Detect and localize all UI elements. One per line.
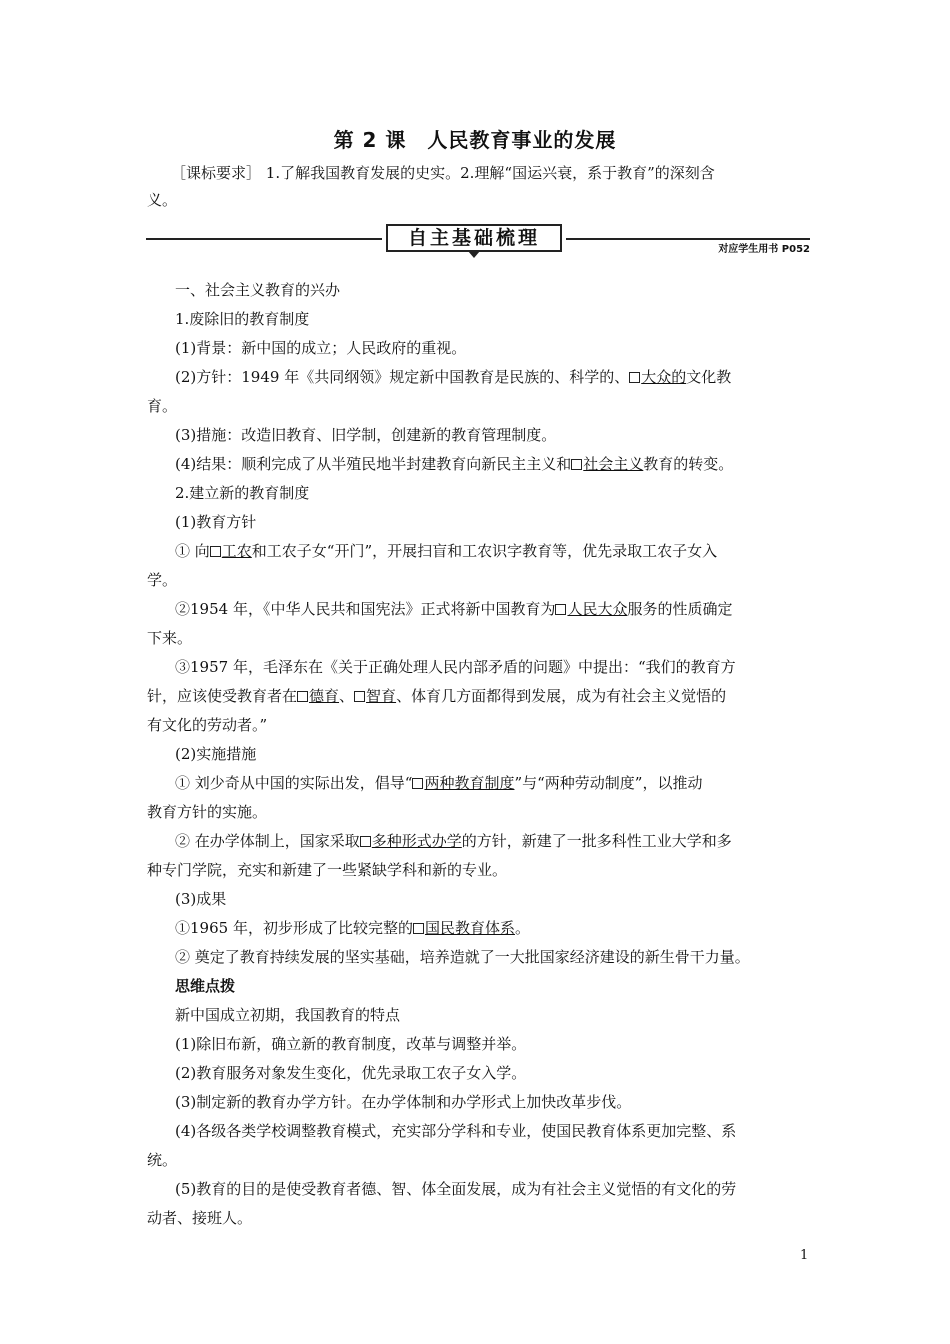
banner-label: 自主基础梳理 [386, 224, 562, 252]
paragraph-continued: 动者、接班人。 [147, 1209, 253, 1227]
think-tip-heading: 思维点拨 [175, 977, 236, 995]
requirements-line-2: 义。 [147, 191, 178, 209]
paragraph: (3)措施：改造旧教育、旧学制，创建新的教育管理制度。 [175, 426, 557, 444]
paragraph: (5)教育的目的是使受教育者德、智、体全面发展，成为有社会主义觉悟的有文化的劳 [175, 1180, 737, 1198]
paragraph: ② 奠定了教育持续发展的坚实基础，培养造就了一大批国家经济建设的新生骨干力量。 [175, 948, 750, 966]
checkbox-square-icon [571, 459, 582, 470]
checkbox-square-icon [412, 778, 423, 789]
fill-blank: 社会主义 [571, 455, 643, 473]
paragraph-continued: 种专门学院，充实和新建了一些紧缺学科和新的专业。 [147, 861, 508, 879]
fill-blank: 国民教育体系 [413, 919, 515, 937]
paragraph: (4)结果：顺利完成了从半殖民地半封建教育向新民主主义和 社会主义教育的转变。 [175, 455, 734, 473]
fill-blank: 工农 [210, 542, 252, 560]
requirements-line-1: ［课标要求］ 1.了解我国教育发展的史实。2.理解“国运兴衰，系于教育”的深刻含 [171, 164, 715, 182]
banner-book-reference: 对应学生用书 P052 [718, 244, 810, 255]
checkbox-square-icon [354, 691, 365, 702]
section-banner [146, 224, 810, 260]
paragraph: (3)成果 [175, 890, 227, 908]
paragraph: (1)除旧布新，确立新的教育制度，改革与调整并举。 [175, 1035, 527, 1053]
checkbox-square-icon [360, 836, 371, 847]
page-title: 第 2 课 人民教育事业的发展 [333, 128, 617, 152]
banner-rule-left [146, 238, 382, 240]
paragraph-continued: 有文化的劳动者。” [147, 716, 268, 734]
page-number: 1 [800, 1248, 809, 1263]
subsection-heading: 2.建立新的教育制度 [175, 484, 310, 502]
paragraph-continued: 统。 [147, 1151, 178, 1169]
paragraph: ①1965 年，初步形成了比较完整的 国民教育体系。 [175, 919, 530, 937]
paragraph-continued: 针，应该使受教育者在 德育、 智育、体育几方面都得到发展，成为有社会主义觉悟的 [147, 687, 727, 705]
checkbox-square-icon [297, 691, 308, 702]
paragraph-continued: 学。 [147, 571, 178, 589]
checkbox-square-icon [210, 546, 221, 557]
paragraph: ② 在办学体制上，国家采取 多种形式办学的方针，新建了一批多科性工业大学和多 [175, 832, 732, 850]
checkbox-square-icon [555, 604, 566, 615]
paragraph: (3)制定新的教育办学方针。在办学体制和办学形式上加快改革步伐。 [175, 1093, 632, 1111]
paragraph: 新中国成立初期，我国教育的特点 [175, 1006, 401, 1024]
paragraph-continued: 育。 [147, 397, 178, 415]
banner-pointer-icon [468, 251, 480, 258]
paragraph: (2)方针：1949 年《共同纲领》规定新中国教育是民族的、科学的、 大众的文化教 [175, 368, 732, 386]
paragraph: (4)各级各类学校调整教育模式，充实部分学科和专业，使国民教育体系更加完整、系 [175, 1122, 737, 1140]
requirements-label: ［课标要求］ [171, 164, 262, 182]
fill-blank: 大众的 [629, 368, 686, 386]
fill-blank: 人民大众 [555, 600, 627, 618]
paragraph: (1)背景：新中国的成立；人民政府的重视。 [175, 339, 467, 357]
fill-blank: 多种形式办学 [360, 832, 462, 850]
paragraph-continued: 下来。 [147, 629, 193, 647]
curriculum-requirements [147, 160, 809, 214]
subsection-heading: 1.废除旧的教育制度 [175, 310, 310, 328]
paragraph: ① 向 工农和工农子女“开门”，开展扫盲和工农识字教育等，优先录取工农子女入 [175, 542, 718, 560]
paragraph: ① 刘少奇从中国的实际出发，倡导“ 两种教育制度”与“两种劳动制度”，以推动 [175, 774, 703, 792]
paragraph: (1)教育方针 [175, 513, 257, 531]
fill-blank: 智育 [354, 687, 396, 705]
fill-blank: 德育 [297, 687, 339, 705]
fill-blank: 两种教育制度 [412, 774, 514, 792]
checkbox-square-icon [413, 923, 424, 934]
paragraph: ③1957 年，毛泽东在《关于正确处理人民内部矛盾的问题》中提出：“我们的教育方 [175, 658, 736, 676]
paragraph-continued: 教育方针的实施。 [147, 803, 268, 821]
paragraph: ②1954 年，《中华人民共和国宪法》正式将新中国教育为 人民大众服务的性质确定 [175, 600, 733, 618]
paragraph: (2)教育服务对象发生变化，优先录取工农子女入学。 [175, 1064, 527, 1082]
paragraph: (2)实施措施 [175, 745, 257, 763]
section-heading: 一、社会主义教育的兴办 [175, 281, 341, 299]
checkbox-square-icon [629, 372, 640, 383]
main-content [147, 276, 809, 1233]
